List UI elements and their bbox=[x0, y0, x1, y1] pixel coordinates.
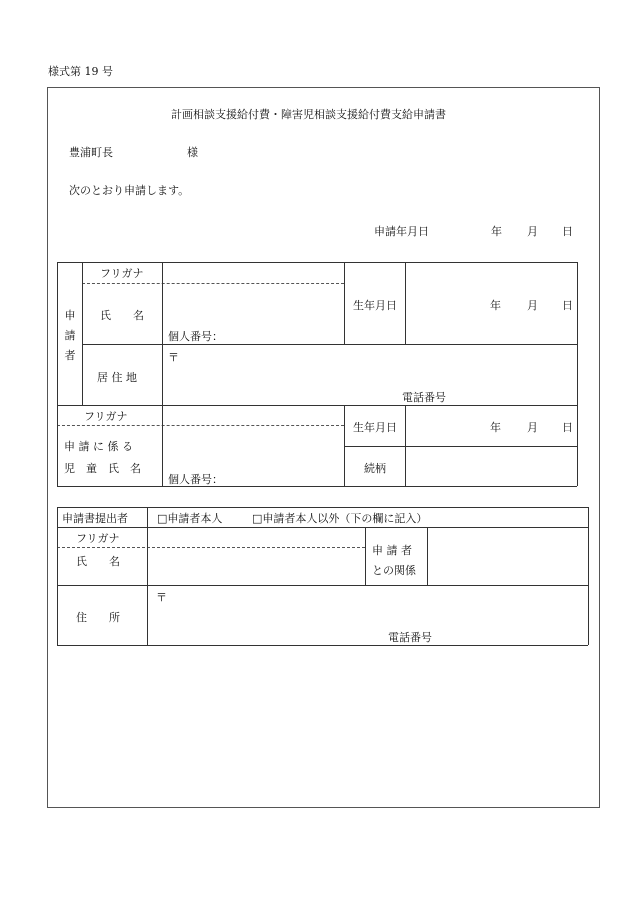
applicant-phone-label: 電話番号 bbox=[402, 391, 446, 404]
intro-text: 次のとおり申請します。 bbox=[69, 184, 190, 197]
submitter-phone-label: 電話番号 bbox=[388, 631, 432, 644]
submitter-postal-mark: 〒 bbox=[156, 591, 167, 604]
applicant-my-number-label: 個人番号： bbox=[168, 330, 223, 343]
child-name-field[interactable] bbox=[163, 429, 343, 459]
child-birth-year: 年 bbox=[490, 421, 501, 434]
addressee-name: 豊浦町長 bbox=[69, 146, 113, 159]
applicant-birth-label: 生年月日 bbox=[353, 299, 397, 312]
submitter-option-other[interactable]: □申請者本人以外（下の欄に記入） bbox=[252, 512, 428, 525]
submitter-label: 申請書提出者 bbox=[62, 512, 128, 525]
submitter-furigana-field[interactable] bbox=[148, 530, 364, 546]
application-date-day: 日 bbox=[562, 225, 573, 238]
applicant-address-label: 居 住 地 bbox=[97, 371, 137, 384]
applicant-address-field[interactable] bbox=[180, 348, 570, 386]
applicant-birth-month: 月 bbox=[527, 299, 538, 312]
applicant-birth-day: 日 bbox=[562, 299, 573, 312]
applicant-name-field[interactable] bbox=[163, 287, 343, 317]
child-birth-month: 月 bbox=[527, 421, 538, 434]
submitter-address-label: 住 所 bbox=[76, 611, 120, 624]
application-date-year: 年 bbox=[491, 225, 502, 238]
submitter-name-label: 氏 名 bbox=[76, 555, 120, 568]
child-birth-day: 日 bbox=[562, 421, 573, 434]
applicant-section-char-3: 者 bbox=[64, 349, 76, 362]
addressee-honorific: 様 bbox=[187, 146, 198, 159]
submitter-address-field[interactable] bbox=[168, 588, 578, 626]
submitter-relation-field[interactable] bbox=[429, 530, 585, 583]
applicant-section-char-1: 申 bbox=[64, 309, 76, 322]
child-my-number-label: 個人番号： bbox=[168, 473, 223, 486]
form-title: 計画相談支援給付費・障害児相談支援給付費支給申請書 bbox=[171, 108, 446, 121]
submitter-option-self[interactable]: □申請者本人 bbox=[157, 512, 223, 525]
applicant-furigana-field[interactable] bbox=[163, 266, 343, 283]
form-number: 様式第 19 号 bbox=[48, 65, 113, 78]
child-furigana-label: フリガナ bbox=[84, 410, 128, 423]
child-relationship-label: 続柄 bbox=[364, 462, 386, 475]
child-relationship-field[interactable] bbox=[407, 449, 575, 484]
child-label-line1: 申 請 に 係 る bbox=[64, 440, 133, 453]
applicant-furigana-label: フリガナ bbox=[100, 267, 144, 280]
submitter-relation-line1: 申 請 者 bbox=[372, 544, 412, 557]
applicant-postal-mark: 〒 bbox=[168, 351, 179, 364]
applicant-birth-year: 年 bbox=[490, 299, 501, 312]
submitter-furigana-label: フリガナ bbox=[76, 532, 120, 545]
applicant-name-label: 氏 名 bbox=[100, 309, 144, 322]
submitter-name-field[interactable] bbox=[148, 550, 364, 583]
application-date-label: 申請年月日 bbox=[374, 225, 429, 238]
child-label-line2: 児 童 氏 名 bbox=[64, 462, 141, 475]
submitter-relation-line2: との関係 bbox=[372, 564, 416, 577]
applicant-section-char-2: 請 bbox=[64, 329, 76, 342]
application-date-month: 月 bbox=[527, 225, 538, 238]
child-birth-label: 生年月日 bbox=[353, 421, 397, 434]
child-furigana-field[interactable] bbox=[163, 408, 343, 424]
